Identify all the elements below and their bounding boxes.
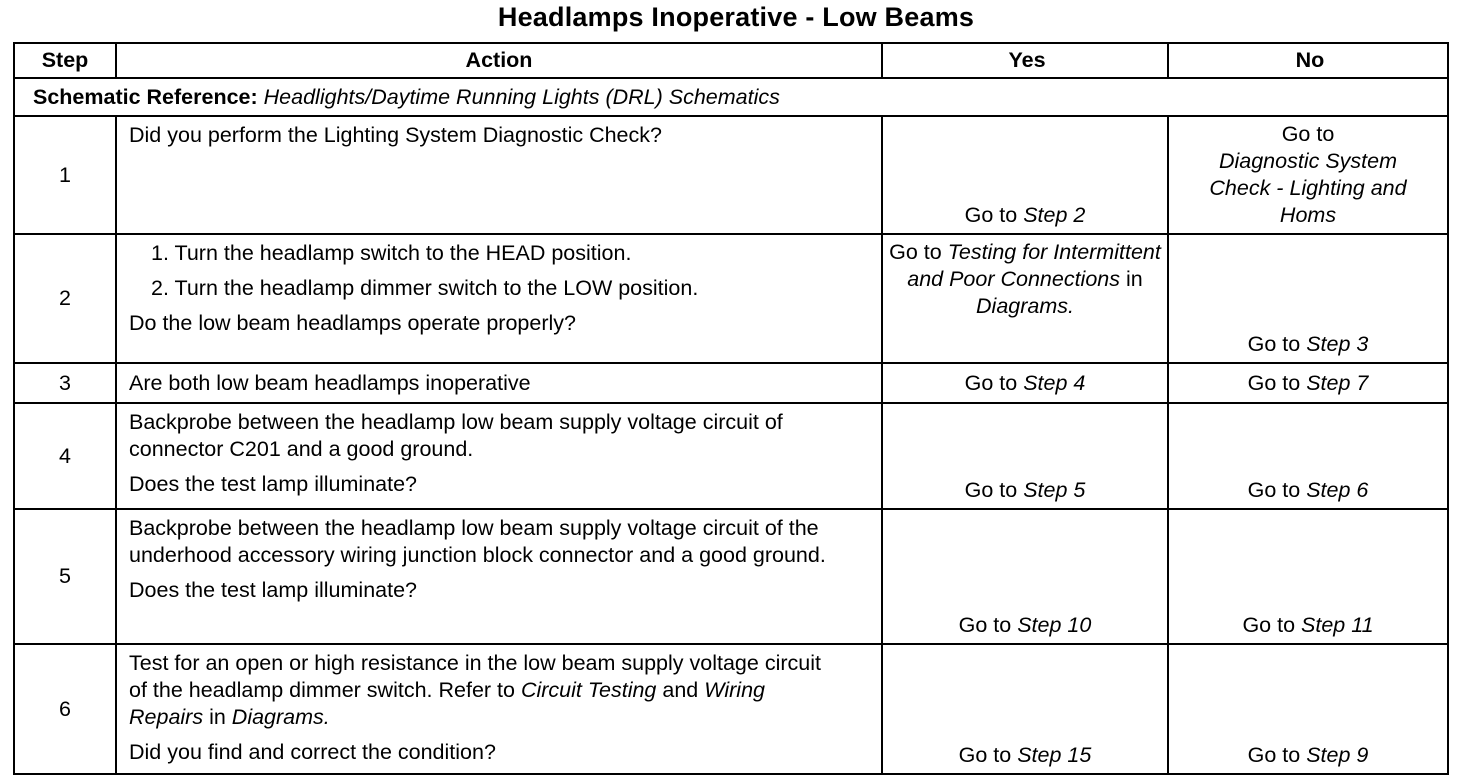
action-question: Did you find and correct the condition? [129,740,496,764]
table-row [14,403,1448,509]
no-cell [1168,116,1448,234]
yes-target-link[interactable]: Step 4 [1023,370,1086,395]
yes-cell [882,509,1168,644]
step-number: 5 [14,509,116,644]
no-cell [1168,363,1448,403]
action-cell [116,234,882,363]
go-to-label: Go to [1247,370,1301,395]
substep-item: 1. Turn the headlamp switch to the HEAD position. [151,241,632,265]
in-label: in [209,705,226,729]
and-label: and [662,678,699,702]
column-header-step: Step [14,43,116,78]
column-header-yes: Yes [882,43,1168,78]
action-question: Does the test lamp illuminate? [129,472,418,496]
page-title: Headlamps Inoperative - Low Beams [497,2,975,32]
step-number: 4 [14,403,116,509]
action-text [129,650,871,731]
go-to-label: Go to [964,370,1018,395]
header-row [14,43,1448,78]
column-header-no: No [1168,43,1448,78]
action-cell [116,116,882,234]
table-row [14,509,1448,644]
go-to-label: Go to [958,743,1012,767]
go-to-label: Go to [964,478,1018,502]
go-to-label: Go to [889,240,942,264]
action-text: Backprobe between the headlamp low beam supply voltage circuit of the underhood accessory wiring junction block connector and a good ground. [129,516,826,567]
no-target-link[interactable]: Step 9 [1306,743,1369,767]
yes-target-link[interactable]: Step 2 [1023,203,1086,227]
step-number: 6 [14,644,116,774]
schematic-reference-row [14,78,1448,116]
table-row [14,644,1448,774]
schematic-reference-label: Schematic Reference: [33,84,258,109]
schematic-reference [14,78,1448,116]
yes-doc-link[interactable]: Diagrams. [976,294,1074,318]
go-to-label: Go to [1247,332,1301,356]
go-to-label: Go to [964,203,1018,227]
no-cell [1168,403,1448,509]
no-target-link[interactable]: Step 6 [1306,478,1369,502]
action-text-pre: Test for an open or high resistance in the low beam supply voltage circuit of the headlamp dimmer switch. Refer to [129,651,821,702]
table-row [14,234,1448,363]
action-question: Does the test lamp illuminate? [129,578,418,602]
table-row [14,363,1448,403]
wiring-repairs-link[interactable]: Wiring Repairs [129,678,765,729]
step-number: 1 [14,116,116,234]
yes-cell [882,234,1168,363]
yes-cell [882,116,1168,234]
schematic-reference-link[interactable]: Headlights/Daytime Running Lights (DRL) Schematics [263,84,780,109]
yes-target-link[interactable]: Testing for Intermittent and Poor Connections [907,240,1161,291]
action-cell [116,644,882,774]
step-number: 2 [14,234,116,363]
substep-list [129,240,871,302]
yes-cell [882,403,1168,509]
yes-target-link[interactable]: Step 5 [1023,478,1086,502]
circuit-testing-link[interactable]: Circuit Testing [520,678,657,702]
go-to-label: Go to [958,613,1012,637]
diagnostic-table [13,42,1449,775]
no-target-link[interactable]: Diagnostic System Check - Lighting and Homs [1209,149,1407,227]
step-number: 3 [14,363,116,403]
action-question: Do the low beam headlamps operate properly? [129,311,576,335]
table-row [14,116,1448,234]
go-to-label: Go to [1242,613,1296,637]
action-cell [116,403,882,509]
no-cell [1168,644,1448,774]
yes-target-link[interactable]: Step 15 [1017,743,1092,767]
no-target-link[interactable]: Step 11 [1301,613,1374,637]
no-target-link[interactable]: Step 7 [1306,370,1369,395]
no-cell [1168,234,1448,363]
action-cell [116,509,882,644]
column-header-action: Action [116,43,882,78]
action-cell [116,363,882,403]
diagrams-link[interactable]: Diagrams. [231,705,330,729]
in-label: in [1126,267,1143,291]
action-question: Are both low beam headlamps inoperative [129,370,531,395]
action-text: Did you perform the Lighting System Diagnostic Check? [129,123,662,147]
go-to-label: Go to [1247,478,1301,502]
yes-target-link[interactable]: Step 10 [1017,613,1092,637]
yes-cell [882,363,1168,403]
yes-cell [882,644,1168,774]
no-target-link[interactable]: Step 3 [1306,332,1369,356]
no-cell [1168,509,1448,644]
substep-item: 2. Turn the headlamp dimmer switch to the LOW position. [151,276,699,300]
go-to-label: Go to [1247,743,1301,767]
go-to-label: Go to [1281,122,1335,146]
action-text: Backprobe between the headlamp low beam supply voltage circuit of connector C201 and a good ground. [129,410,783,461]
